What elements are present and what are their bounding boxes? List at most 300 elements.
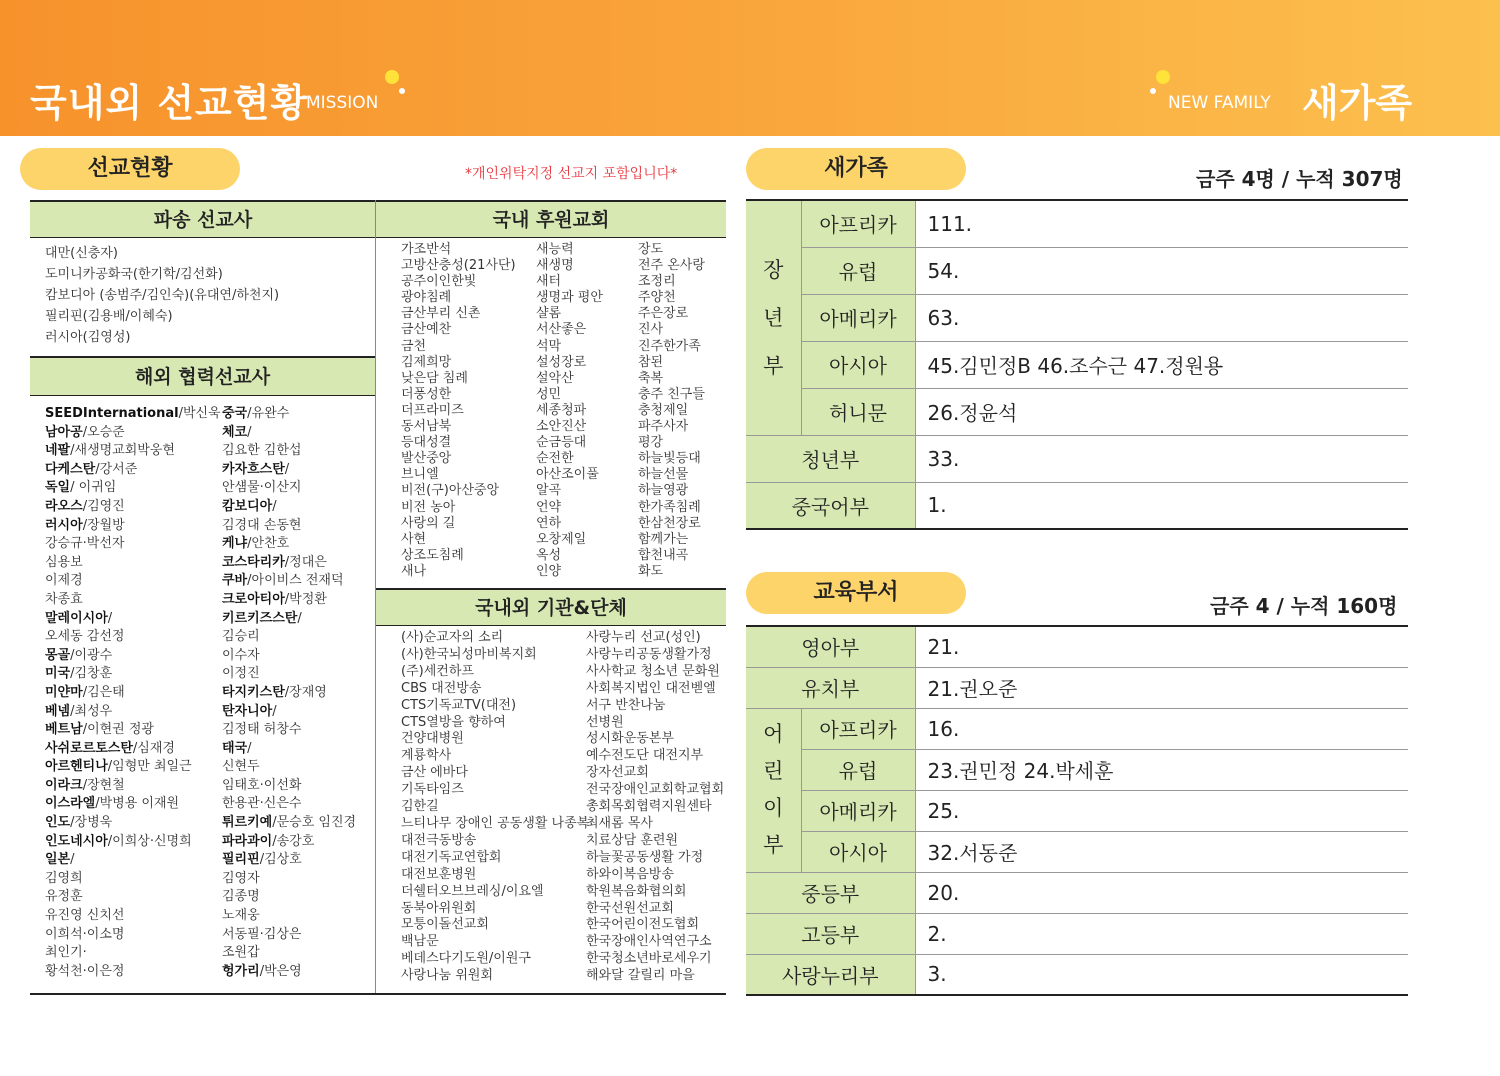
missionary-names: 임태호·이선화 [222, 777, 302, 793]
missionary-item [45, 591, 221, 610]
region-value: 45.김민정B 46.조수근 47.정원용 [915, 341, 1408, 388]
church-item: 충청제일 [638, 402, 689, 418]
missionary-names: 신현두 [222, 759, 260, 775]
missionary-country: 이스라엘 [45, 796, 96, 812]
church-item: 평강 [638, 435, 664, 451]
church-item: 발산중앙 [401, 451, 452, 467]
church-item: 금산부리 신촌 [401, 306, 481, 322]
group-label [746, 200, 801, 435]
church-item: 비전 농아 [401, 499, 456, 515]
church-item: 설악산 [536, 370, 574, 386]
missionary-item [45, 628, 221, 647]
church-item: 함께가는 [638, 531, 689, 547]
institution-item: 전국장애인교회학교협회 [586, 782, 725, 798]
church-item: 주은장로 [638, 306, 689, 322]
missionary-names: / [284, 461, 290, 477]
missionary-item [222, 498, 356, 517]
institution-item: 동북아위원회 [401, 900, 477, 916]
institution-item: 기독타임즈 [401, 782, 464, 798]
missionary-item [45, 833, 221, 852]
missionary-item [222, 405, 356, 424]
institution-item: 한국장애인사역연구소 [586, 934, 712, 950]
missionary-names: /강서준 [95, 461, 138, 477]
missionary-country: 체코 [222, 424, 248, 440]
region-name: 아시아 [801, 831, 915, 872]
missionary-item [222, 628, 356, 647]
missionary-country: 튀르키예 [222, 815, 273, 831]
missionary-names: 이제경 [45, 573, 83, 589]
domestic-header: 국내 후원교회 [376, 200, 726, 238]
education-row [746, 872, 1408, 913]
missionary-names: /문승호 임진경 [272, 815, 357, 831]
region-name: 아메리카 [801, 294, 915, 341]
dispatched-header: 파송 선교사 [30, 200, 376, 238]
education-row [746, 749, 1408, 790]
missionary-item [45, 795, 221, 814]
missionary-names: 이정진 [222, 666, 260, 682]
education-row [746, 954, 1408, 995]
missionary-names: / 이귀임 [70, 480, 117, 496]
banner-title: 국내외 선교현황 [30, 81, 309, 125]
missionary-names: / [70, 852, 75, 868]
institution-item: 계룡학사 [401, 748, 452, 764]
institutions-list-col2 [586, 630, 724, 985]
region-value: 111. [915, 200, 1408, 247]
missionary-names: 한용관·신은수 [222, 796, 302, 812]
education-row [746, 626, 1408, 667]
education-row [746, 790, 1408, 831]
domestic-list-col2 [536, 242, 603, 580]
missionary-names: 이수자 [222, 647, 260, 663]
department-name: 청년부 [746, 435, 915, 482]
church-item: 장도 [638, 242, 664, 257]
education-count: 금주 4 / 누적 160명 [1210, 594, 1398, 618]
group-label [746, 708, 801, 872]
department-name: 사랑누리부 [746, 954, 915, 995]
missionary-names: /장월방 [82, 517, 125, 533]
missionary-country: 아르헨티나 [45, 759, 108, 775]
institution-item: 사랑누리 선교(성인) [586, 630, 701, 645]
missionary-item [45, 405, 221, 424]
institution-item: (주)세컨하프 [401, 663, 474, 679]
region-name: 아프리카 [801, 708, 915, 749]
missionary-item [222, 907, 356, 926]
missionary-item [222, 665, 356, 684]
institution-item: 백남문 [401, 934, 439, 950]
missionary-country: 파라과이 [222, 833, 273, 849]
missionary-names: / [247, 740, 252, 756]
missionary-names: /이희상·신명희 [107, 833, 192, 849]
church-item: 새터 [536, 274, 562, 290]
institutions-header: 국내외 기관&단체 [376, 588, 726, 626]
region-name: 아프리카 [801, 200, 915, 247]
missionary-country: 러시아 [45, 517, 83, 533]
church-item: 동서남북 [401, 419, 452, 435]
church-item: 참된 [638, 354, 664, 370]
church-item: 상조도침례 [401, 547, 464, 563]
institution-item: 대전기독교연합회 [401, 849, 502, 865]
missionary-item [222, 554, 356, 573]
domestic-list-col1 [401, 242, 516, 580]
institution-item: 성시화운동본부 [586, 731, 674, 747]
church-item: 화도 [638, 563, 664, 579]
church-item: 한삼천장로 [638, 515, 701, 531]
missionary-names: 심용보 [45, 554, 83, 570]
missionary-country: 키르키즈스탄 [222, 610, 298, 626]
dispatched-item: 러시아(김영성) [45, 330, 131, 345]
missionary-item [222, 442, 356, 461]
missionary-names: 김승리 [222, 629, 260, 645]
church-item: 합천내곡 [638, 547, 689, 563]
church-item: 옥성 [536, 547, 562, 563]
missionary-names: /심재경 [132, 740, 175, 756]
missionary-country: 남아공 [45, 424, 83, 440]
institution-item: 금산 에바다 [401, 765, 468, 781]
missionary-names: / [297, 610, 302, 626]
institution-item: 예수전도단 대전지부 [586, 748, 704, 764]
missionary-names: /김은태 [82, 684, 125, 700]
institution-item: 사회복지법인 대전벧엘 [586, 680, 716, 696]
church-item: 전주 온사랑 [638, 258, 705, 274]
missionary-country: 인도네시아 [45, 833, 108, 849]
church-item: 고방산충성(21사단) [401, 258, 516, 274]
missionary-item [45, 665, 221, 684]
department-name: 중등부 [746, 872, 915, 913]
missionary-item [222, 572, 356, 591]
institution-item: 사랑나눔 위원회 [401, 968, 494, 984]
missionary-item [45, 907, 221, 926]
missionary-names: 김경대 손동현 [222, 517, 302, 533]
church-item: 언약 [536, 499, 562, 515]
education-section-label: 교육부서 [746, 572, 966, 614]
missionary-item [222, 424, 356, 443]
missionary-item [45, 758, 221, 777]
missionary-item [45, 424, 221, 443]
missionary-country: 독일 [45, 480, 71, 496]
missionary-item [222, 833, 356, 852]
missionary-country: 미국 [45, 666, 71, 682]
missionary-names: /유완수 [247, 406, 290, 421]
newfamily-row [746, 247, 1408, 294]
missionary-item [222, 777, 356, 796]
missionary-country: 베넴 [45, 703, 71, 719]
institution-item: 치료상담 훈련원 [586, 832, 679, 848]
missionary-item [222, 963, 356, 982]
missionary-item [222, 517, 356, 536]
newfamily-row [746, 435, 1408, 482]
small-dot-icon [399, 88, 405, 94]
missionary-names: 김요한 김한섭 [222, 443, 302, 459]
missionary-country: 몽골 [45, 647, 71, 663]
missionary-names: /임형만 최일근 [107, 759, 192, 775]
institution-item: 선병원 [586, 714, 624, 730]
church-item: 새나 [401, 563, 427, 579]
institution-item: 총회목회협력지원센타 [586, 799, 712, 815]
institution-item: CTS열방을 향하여 [401, 714, 506, 730]
region-value: 26.정윤석 [915, 388, 1408, 435]
church-item: 낮은담 침례 [401, 370, 468, 386]
missionary-country: 미얀마 [45, 684, 83, 700]
church-item: 오창제일 [536, 531, 587, 547]
church-item: 순전한 [536, 451, 574, 467]
missionary-country: 말레이시아 [45, 610, 108, 626]
dispatched-list [45, 243, 279, 348]
church-item: 생명과 평안 [536, 290, 603, 306]
missionary-names: 김영희 [45, 870, 83, 886]
missionary-country: 이라크 [45, 777, 83, 793]
church-item: 하늘선물 [638, 467, 689, 483]
church-item: 성민 [536, 386, 562, 402]
dispatched-item: 필리핀(김용배/이혜숙) [45, 309, 173, 324]
missionary-names: /박정환 [284, 591, 327, 607]
institution-item: (사)한국뇌성마비복지회 [401, 646, 537, 662]
cooperating-list-col2 [222, 405, 356, 981]
education-row [746, 831, 1408, 872]
missionary-names: /아이비스 전재덕 [247, 573, 344, 589]
missionary-item [222, 870, 356, 889]
missionary-names: /장현철 [82, 777, 125, 793]
mission-note: *개인위탁지정 선교지 포함입니다* [465, 166, 678, 182]
church-item: 진사 [638, 322, 664, 338]
church-item: 하늘영광 [638, 483, 689, 499]
missionary-country: 네팔 [45, 443, 71, 459]
institution-item: 건양대병원 [401, 731, 464, 747]
newfamily-row [746, 482, 1408, 529]
institution-item: 느티나무 장애인 공동생활 나종복 [401, 815, 590, 831]
church-item: 광야침례 [401, 290, 452, 306]
dispatched-item: 도미니카공화국(한기학/김선화) [45, 267, 223, 282]
missionary-item [45, 684, 221, 703]
missionary-names: 강승규·박선자 [45, 536, 125, 552]
institution-item: 하늘꽃공동생활 가정 [586, 849, 704, 865]
missionary-item [222, 703, 356, 722]
region-name: 유럽 [801, 749, 915, 790]
institution-item: 최새롬 목사 [586, 815, 653, 831]
missionary-names: /오승준 [82, 424, 125, 440]
missionary-country: 크로아티아 [222, 591, 285, 607]
missionary-item [45, 703, 221, 722]
church-item: 주양천 [638, 290, 676, 306]
missionary-names: 황석천·이은정 [45, 963, 125, 979]
dispatched-item: 대만(신충자) [45, 246, 118, 261]
department-name: 고등부 [746, 913, 915, 954]
missionary-item [45, 777, 221, 796]
missionary-names: 김정태 허창수 [222, 722, 302, 738]
missionary-country: 다케스탄 [45, 461, 96, 477]
church-item: 금천 [401, 338, 427, 354]
missionary-names: / [272, 703, 277, 719]
institution-item: CBS 대전방송 [401, 680, 482, 696]
missionary-names: /김영진 [82, 498, 125, 514]
small-dot-icon-right [1150, 88, 1156, 94]
department-value: 3. [915, 954, 1408, 995]
missionary-country: 타지키스탄 [222, 684, 285, 700]
institution-item: 더쉘터오브브레싱/이요엘 [401, 883, 544, 899]
missionary-item [45, 944, 221, 963]
banner-subtitle: MISSION [306, 93, 379, 113]
church-item: 세종청파 [536, 402, 587, 418]
church-item: 설성장로 [536, 354, 587, 370]
missionary-names: /박은영 [259, 963, 302, 979]
region-value: 63. [915, 294, 1408, 341]
mission-bottom-line [30, 993, 726, 995]
missionary-names: 조원갑 [222, 945, 260, 961]
missionary-names: 차종효 [45, 591, 83, 607]
church-item: 한가족침례 [638, 499, 701, 515]
newfamily-table [746, 199, 1408, 530]
missionary-item [222, 851, 356, 870]
institution-item: 한국청소년바로세우기 [586, 951, 712, 967]
institution-item: 한국선원선교회 [586, 900, 674, 916]
region-name: 허니문 [801, 388, 915, 435]
missionary-item [45, 851, 221, 870]
missionary-item [222, 721, 356, 740]
region-name: 아메리카 [801, 790, 915, 831]
church-item: 비전(구)아산중앙 [401, 483, 500, 499]
church-item: 새능력 [536, 242, 574, 257]
missionary-names: /정대은 [284, 554, 327, 570]
missionary-item [45, 926, 221, 945]
church-item: 샬롬 [536, 306, 562, 322]
domestic-list-col3 [638, 242, 705, 580]
institution-item: 모퉁이돌선교회 [401, 917, 489, 933]
missionary-names: /최성우 [70, 703, 113, 719]
mission-section-label: 선교현황 [20, 148, 240, 190]
group-label-text: 어 린 이 부 [763, 722, 784, 857]
institution-item: 하와이복음방송 [586, 866, 674, 882]
missionary-item [222, 944, 356, 963]
region-value: 25. [915, 790, 1408, 831]
institution-item: 한국어린이전도협회 [586, 917, 700, 933]
missionary-item [222, 814, 356, 833]
church-item: 사랑의 길 [401, 515, 456, 531]
missionary-item [222, 479, 356, 498]
institution-item: 장자선교회 [586, 765, 649, 781]
yellow-dot-icon [385, 70, 399, 84]
missionary-item [45, 479, 221, 498]
missionary-item [222, 591, 356, 610]
missionary-item [222, 684, 356, 703]
missionary-names: /장병욱 [70, 815, 113, 831]
missionary-country: 라오스 [45, 498, 83, 514]
church-item: 인양 [536, 563, 562, 579]
missionary-item [222, 758, 356, 777]
newfamily-count: 금주 4명 / 누적 307명 [1196, 167, 1403, 191]
missionary-country: 카자흐스탄 [222, 461, 285, 477]
dispatched-item: 캄보디아 (송범주/김인숙)(유대연/하천지) [45, 288, 280, 303]
region-value: 32.서동준 [915, 831, 1408, 872]
missionary-country: 탄자니아 [222, 703, 273, 719]
missionary-country: 베트남 [45, 722, 83, 738]
institution-item: 사사학교 청소년 문화원 [586, 663, 720, 679]
church-item: 파주사자 [638, 419, 689, 435]
education-row [746, 667, 1408, 708]
church-item: 공주이인한빛 [401, 274, 477, 290]
church-item: 가조반석 [401, 242, 452, 257]
missionary-item [222, 610, 356, 629]
missionary-names: /박병용 이재원 [95, 796, 180, 812]
missionary-item [45, 647, 221, 666]
missionary-item [45, 888, 221, 907]
church-item: 서산좋은 [536, 322, 587, 338]
institution-item: CTS기독교TV(대전) [401, 697, 517, 713]
church-item: 아산조이풀 [536, 467, 599, 483]
department-value: 33. [915, 435, 1408, 482]
banner-right-title: 새가족 [1302, 81, 1413, 125]
church-item: 브니엘 [401, 467, 439, 483]
department-value: 2. [915, 913, 1408, 954]
church-item: 사현 [401, 531, 427, 547]
region-name: 아시아 [801, 341, 915, 388]
church-item: 소안진산 [536, 419, 587, 435]
church-item: 석막 [536, 338, 562, 354]
missionary-country: 일본 [45, 852, 71, 868]
missionary-item [45, 461, 221, 480]
newfamily-row [746, 341, 1408, 388]
missionary-names: 서동필·김상은 [222, 926, 302, 942]
department-value: 1. [915, 482, 1408, 529]
missionary-names: / [272, 498, 277, 514]
missionary-names: 안섐물·이산지 [222, 480, 302, 496]
banner-right-subtitle: NEW FAMILY [1168, 93, 1271, 113]
missionary-names: 김종명 [222, 889, 260, 905]
institutions-list-col1 [401, 630, 589, 985]
cooperating-header: 해외 협력선교사 [30, 356, 375, 396]
missionary-country: 사쉬로르토스탄 [45, 740, 133, 756]
missionary-names: 이희석·이소명 [45, 926, 125, 942]
missionary-item [45, 572, 221, 591]
church-item: 순금등대 [536, 435, 587, 451]
yellow-dot-icon-right [1156, 70, 1170, 84]
missionary-names: 노재웅 [222, 908, 260, 924]
church-item: 더프라미즈 [401, 402, 464, 418]
missionary-names: /이광수 [70, 647, 113, 663]
missionary-item [45, 721, 221, 740]
institution-item: 서구 반찬나눔 [586, 697, 666, 713]
top-banner [0, 0, 1500, 136]
missionary-names: / [247, 424, 252, 440]
newfamily-section-label: 새가족 [746, 148, 966, 190]
missionary-country: 태국 [222, 740, 248, 756]
missionary-item [222, 888, 356, 907]
institution-item: 대전극동방송 [401, 832, 477, 848]
missionary-country: 쿠바 [222, 573, 248, 589]
missionary-country: 코스타리카 [222, 554, 285, 570]
missionary-item [45, 535, 221, 554]
missionary-names: /박신욱 [178, 406, 221, 421]
church-item: 새생명 [536, 258, 574, 274]
missionary-country: SEEDInternational [45, 406, 179, 421]
newfamily-row [746, 388, 1408, 435]
missionary-item [222, 795, 356, 814]
missionary-names: /안찬호 [247, 536, 290, 552]
missionary-names: /김창훈 [70, 666, 113, 682]
education-table [746, 625, 1408, 996]
region-value: 54. [915, 247, 1408, 294]
department-name: 유치부 [746, 667, 915, 708]
missionary-country: 케냐 [222, 536, 248, 552]
church-item: 알곡 [536, 483, 562, 499]
institution-item: 김한길 [401, 799, 439, 815]
missionary-item [45, 740, 221, 759]
church-item: 조정리 [638, 274, 676, 290]
church-item: 진주한가족 [638, 338, 701, 354]
department-name: 중국어부 [746, 482, 915, 529]
cooperating-list-col1 [45, 405, 221, 981]
church-item: 더풍성한 [401, 386, 452, 402]
church-item: 축복 [638, 370, 664, 386]
department-value: 21.권오준 [915, 667, 1408, 708]
